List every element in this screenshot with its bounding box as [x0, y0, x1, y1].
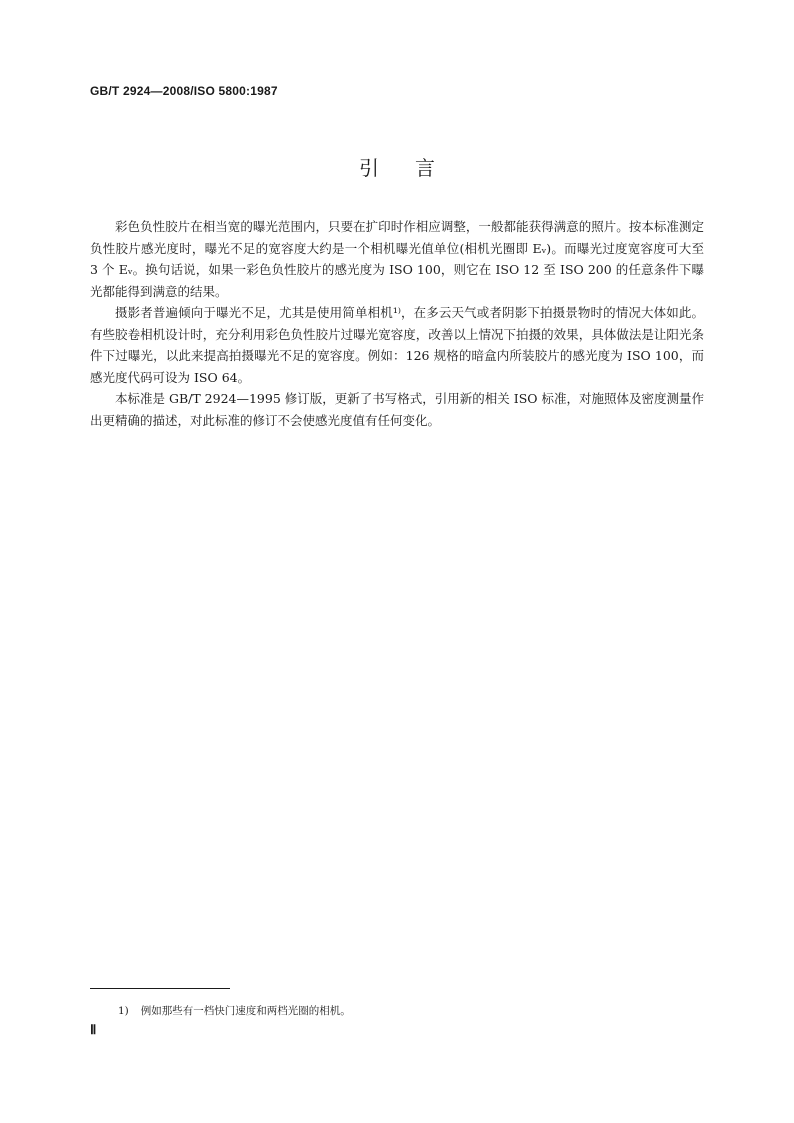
page-title: 引言: [359, 156, 471, 180]
page-number: Ⅱ: [90, 1022, 97, 1037]
paragraph-2: 摄影者普遍倾向于曝光不足，尤其是使用简单相机¹⁾，在多云天气或者阴影下拍摄景物时的情况大体如此。有些胶卷相机设计时，充分利用彩色负性胶片过曝光宽容度，改善以上情况下拍摄的效果，具体做法是让阳光条件下过曝光，以此来提高拍摄曝光不足的宽容度。例如：126 规格的暗盒内所装胶片的感光度为 ISO 100，而感光度代码可设为 ISO 64。: [90, 305, 704, 385]
footnote-marker: 1): [118, 1005, 129, 1017]
paragraph-3: 本标准是 GB/T 2924—1995 修订版，更新了书写格式，引用新的相关 ISO 标准，对施照体及密度测量作出更精确的描述，对此标准的修订不会使感光度值有任何变化。: [90, 391, 704, 428]
standard-number-header: GB/T 2924—2008/ISO 5800:1987: [90, 84, 278, 98]
footnote-text: 例如那些有一档快门速度和两档光圈的相机。: [140, 1005, 351, 1017]
footnote: [118, 1003, 351, 1018]
footnote-divider: [90, 988, 230, 989]
introduction-body: [90, 216, 704, 431]
paragraph-1: 彩色负性胶片在相当宽的曝光范围内，只要在扩印时作相应调整，一般都能获得满意的照片。按本标准测定负性胶片感光度时，曝光不足的宽容度大约是一个相机曝光值单位(相机光圈即 Eᵥ)。而曝光过度宽容度可大至 3 个 Eᵥ。换句话说，如果一彩色负性胶片的感光度为 ISO 100，则它在 ISO 12 至 ISO 200 的任意条件下曝光都能得到满意的结果。: [90, 219, 704, 299]
